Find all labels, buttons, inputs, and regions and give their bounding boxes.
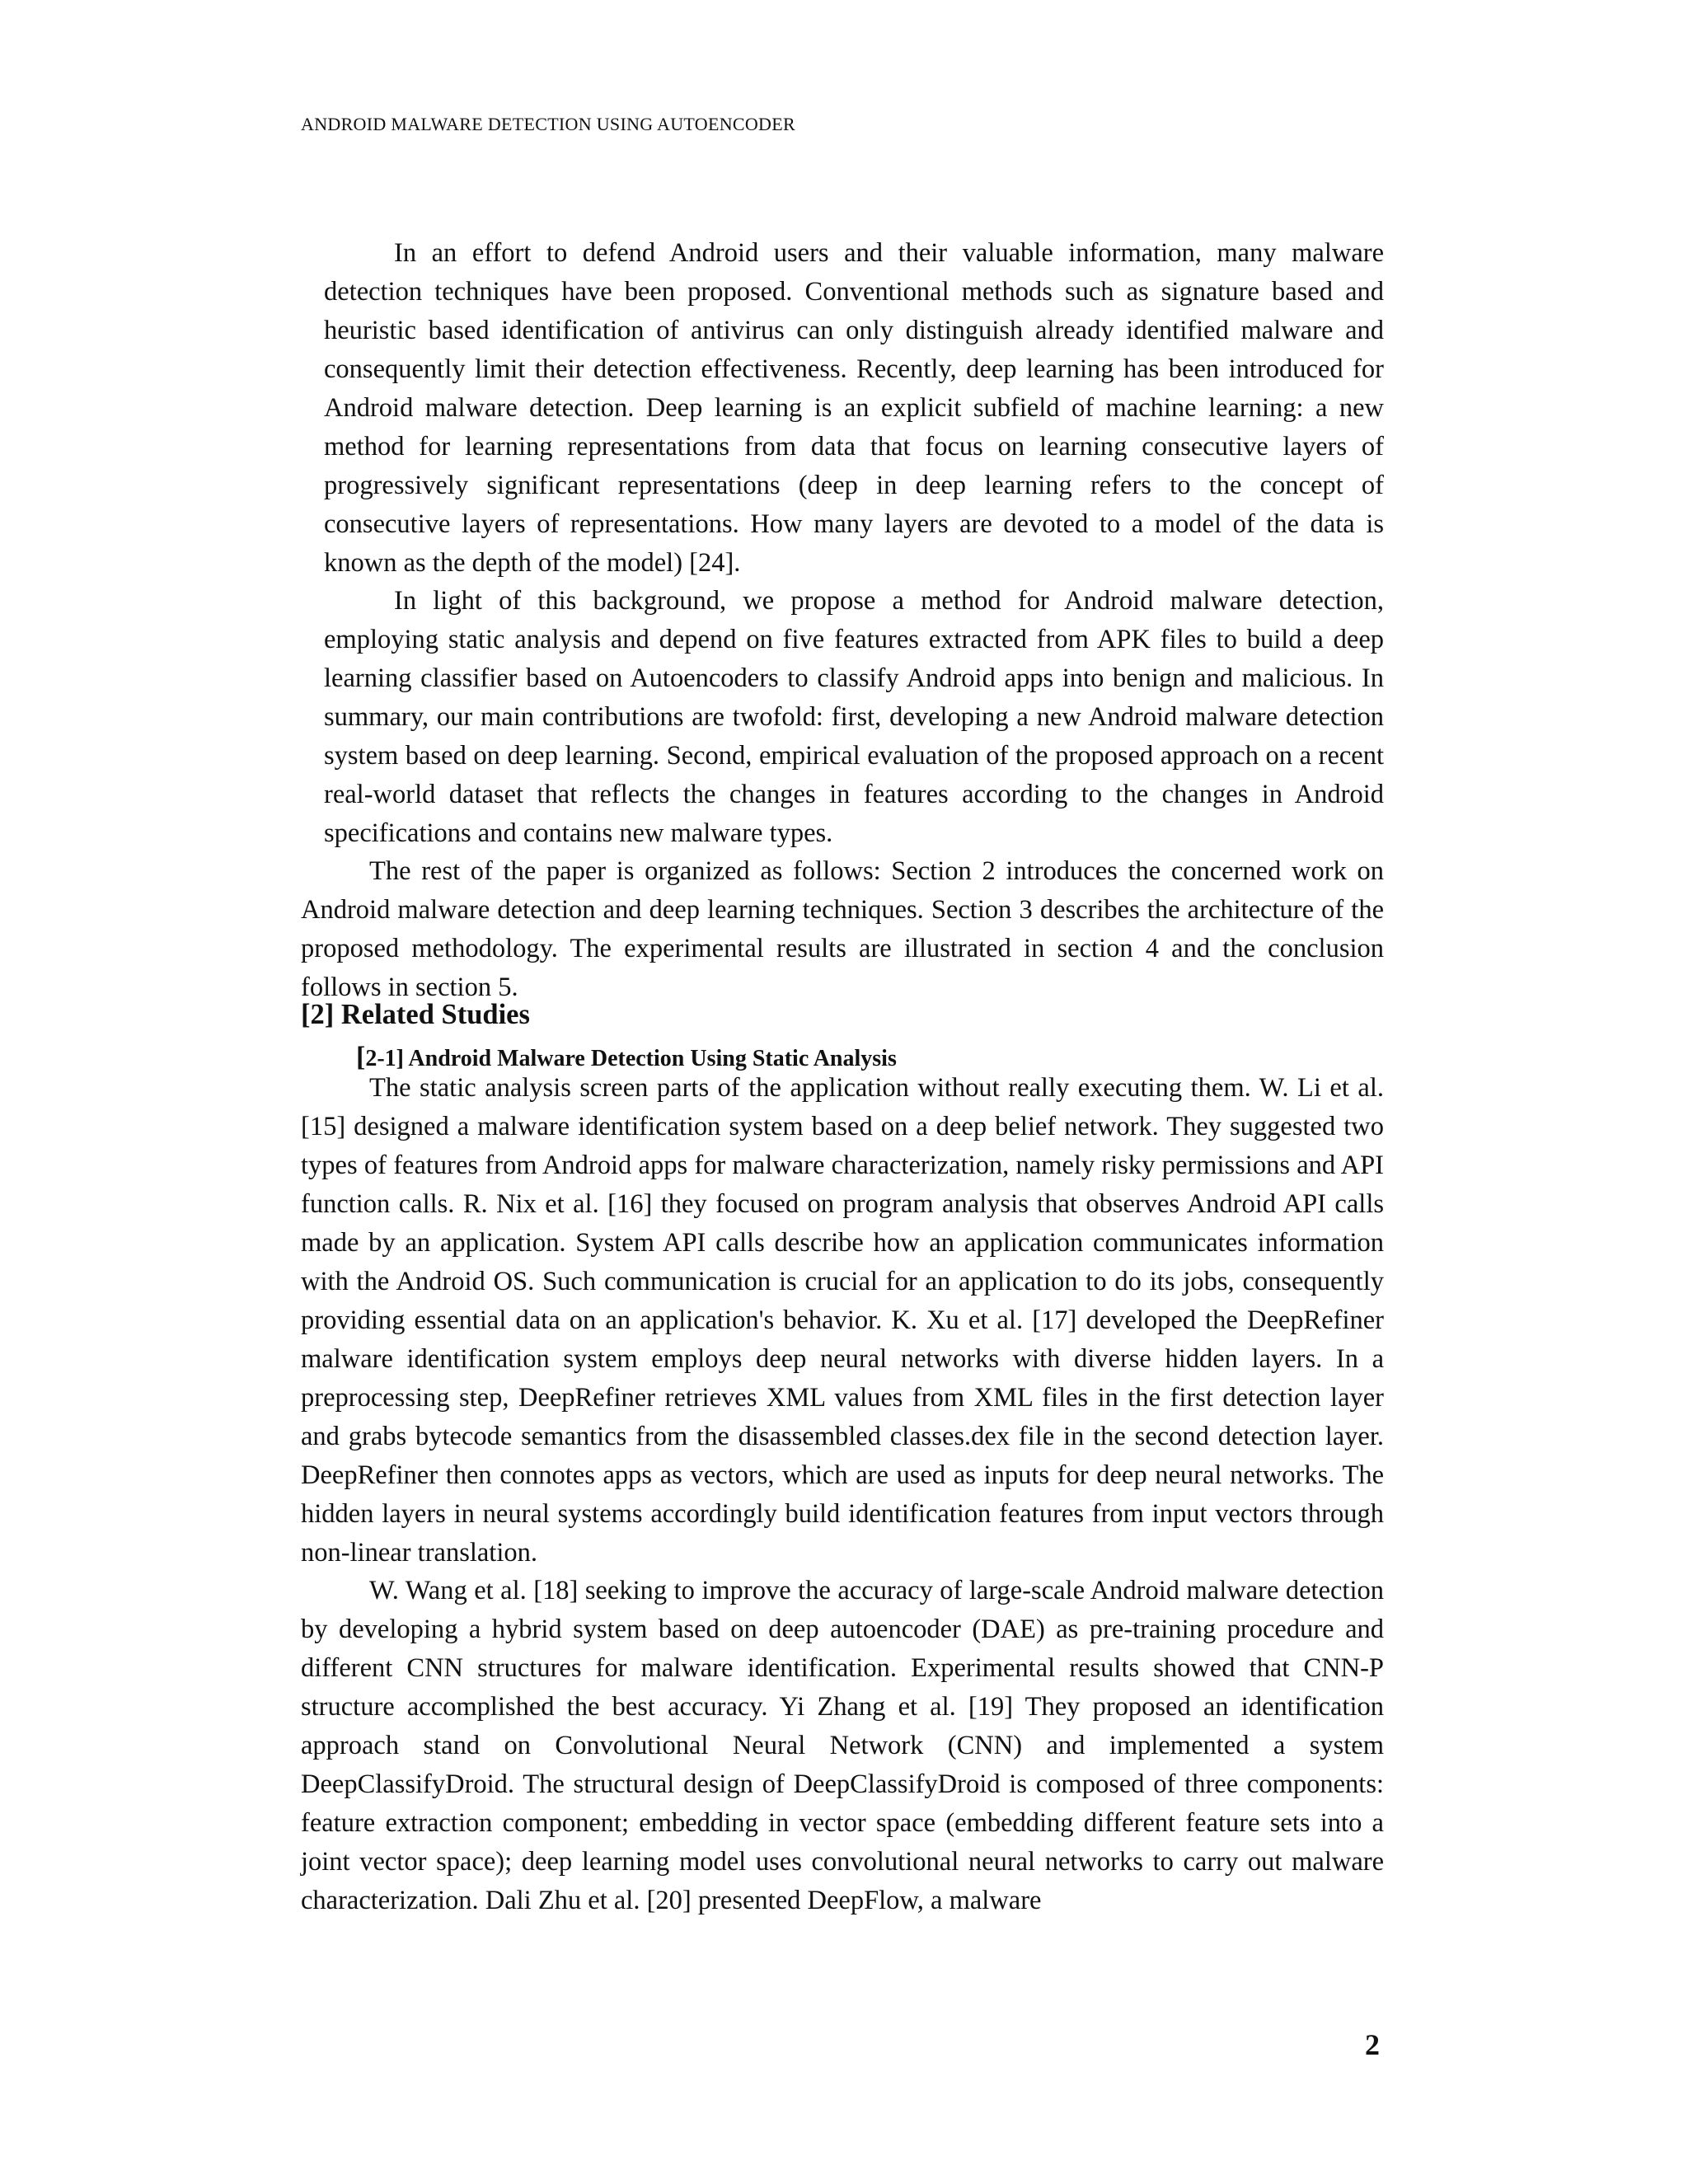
section-heading-related-studies: [2] Related Studies [301,999,530,1030]
subsection-heading-text: 2-1] Android Malware Detection Using Static Analysis [365,1046,897,1071]
intro-paragraph-2: In light of this background, we propose a method for Android malware detection, employing static analysis and depend on five features extracted from APK files to build a deep learning classifier based on Autoencoders to classify Android apps into benign and malicious. In summary, our main contributions are twofold: first, developing a new Android malware detection system based on deep learning. Second, empirical evaluation of the proposed approach on a recent real-world dataset that reflects the changes in features according to the changes in Android specifications and contains new malware types. [324,586,1384,848]
related-paragraph-2: W. Wang et al. [18] seeking to improve the accuracy of large-scale Android malware detection by developing a hybrid system based on deep autoencoder (DAE) as pre-training procedure and different CNN structures for malware identification. Experimental results showed that CNN-P structure accomplished the best accuracy. Yi Zhang et al. [19] They proposed an identification approach stand on Convolutional Neural Network (CNN) and implemented a system DeepClassifyDroid. The structural design of DeepClassifyDroid is composed of three components: feature extraction component; embedding in vector space (embedding different feature sets into a joint vector space); deep learning model uses convolutional neural networks to carry out malware characterization. Dali Zhu et al. [20] presented DeepFlow, a malware [301,1576,1384,1915]
page-number: 2 [1365,2028,1380,2061]
intro-paragraph-1: In an effort to defend Android users and their valuable information, many malware detection techniques have been proposed. Conventional methods such as signature based and heuristic based identification of antivirus can only distinguish already identified malware and consequently limit their detection effectiveness. Recently, deep learning has been introduced for Android malware detection. Deep learning is an explicit subfield of machine learning: a new method for learning representations from data that focus on learning consecutive layers of progressively significant representations (deep in deep learning refers to the concept of consecutive layers of representations. How many layers are devoted to a model of the data is known as the depth of the model) [24]. [324,238,1384,578]
intro-paragraph-3: The rest of the paper is organized as follows: Section 2 introduces the concerned work on Android malware detection and deep learning techniques. Section 3 describes the architecture of the proposed methodology. The experimental results are illustrated in section 4 and the conclusion follows in section 5. [301,856,1384,1002]
subsection-heading-bracket: [ [356,1042,366,1072]
running-header: ANDROID MALWARE DETECTION USING AUTOENCODER [301,114,795,134]
related-paragraph-1: The static analysis screen parts of the application without really executing them. W. Li et al. [15] designed a malware identification system based on a deep belief network. They suggested two types of features from Android apps for malware characterization, namely risky permissions and API function calls. R. Nix et al. [16] they focused on program analysis that observes Android API calls made by an application. System API calls describe how an application communicates information with the Android OS. Such communication is crucial for an application to do its jobs, consequently providing essential data on an application's behavior. K. Xu et al. [17] developed the DeepRefiner malware identification system employs deep neural networks with diverse hidden layers. In a preprocessing step, DeepRefiner retrieves XML values from XML files in the first detection layer and grabs bytecode semantics from the disassembled classes.dex file in the second detection layer. DeepRefiner then connotes apps as vectors, which are used as inputs for deep neural networks. The hidden layers in neural systems accordingly build identification features from input vectors through non-linear translation. [301,1073,1384,1568]
